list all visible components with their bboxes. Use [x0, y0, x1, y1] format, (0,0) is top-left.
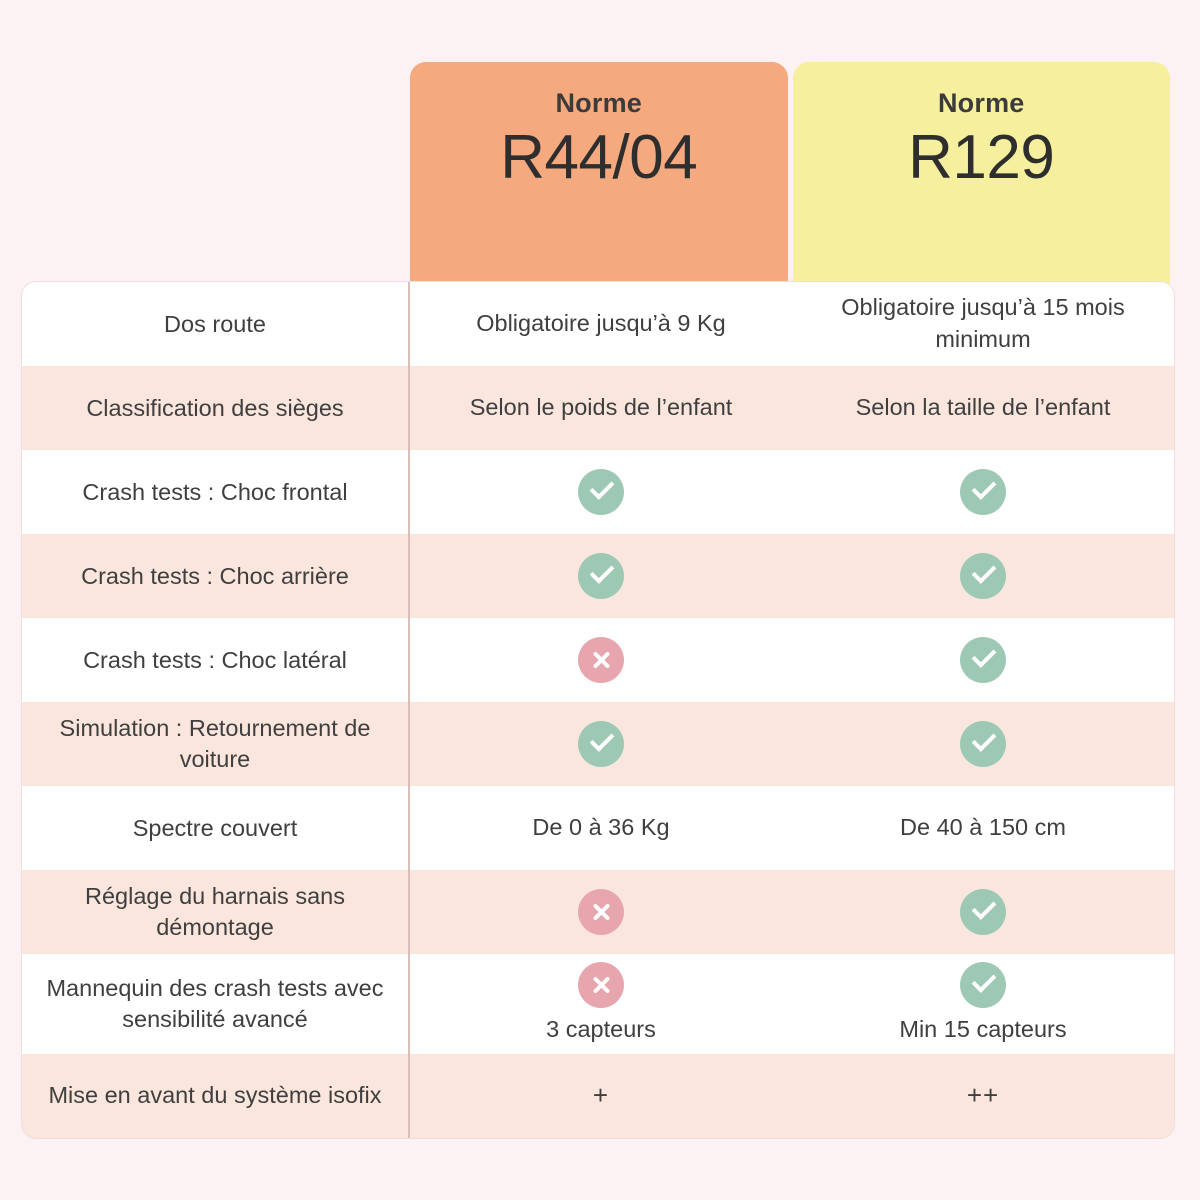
table-cell-value: ++ — [966, 1080, 1000, 1111]
table-cell-value: + — [592, 1080, 610, 1111]
table-cell-r4404 — [410, 366, 792, 450]
table-cell-r4404 — [410, 786, 792, 870]
table-row — [22, 1054, 1174, 1138]
column-header-eyebrow: Norme — [555, 88, 643, 118]
table-row — [22, 366, 1174, 450]
table-cell-r4404 — [410, 1054, 792, 1138]
check-icon — [960, 962, 1006, 1008]
table-row-label: Mannequin des crash tests avec sensibilité avancé — [22, 954, 410, 1054]
table-cell-r129 — [792, 702, 1174, 786]
table-row-label: Dos route — [22, 282, 410, 366]
table-row — [22, 954, 1174, 1054]
table-cell-value: Obligatoire jusqu’à 9 Kg — [476, 310, 726, 337]
table-cell-r4404 — [410, 870, 792, 954]
table-cell-r4404 — [410, 618, 792, 702]
check-icon — [578, 553, 624, 599]
table-row — [22, 450, 1174, 534]
table-cell-r129 — [792, 1054, 1174, 1138]
table-cell-r129 — [792, 870, 1174, 954]
table-row-label: Crash tests : Choc arrière — [22, 534, 410, 618]
table-cell-r129 — [792, 534, 1174, 618]
table-cell-value: Selon le poids de l’enfant — [469, 394, 733, 421]
table-row — [22, 702, 1174, 786]
table-cell-r129 — [792, 786, 1174, 870]
table-row-label: Simulation : Retournement de voiture — [22, 702, 410, 786]
table-cell-r4404 — [410, 954, 792, 1054]
check-icon — [578, 721, 624, 767]
table-cell-value: Selon la taille de l’enfant — [855, 394, 1111, 421]
column-header-title: R44/04 — [500, 123, 698, 192]
check-icon — [960, 889, 1006, 935]
table-row-label: Mise en avant du système isofix — [22, 1054, 410, 1138]
column-headers — [410, 62, 1170, 287]
table-cell-r129 — [792, 954, 1174, 1054]
table-cell-subtext: Min 15 capteurs — [899, 1016, 1067, 1042]
table-cell-r129 — [792, 282, 1174, 366]
table-row — [22, 786, 1174, 870]
table-row-label: Crash tests : Choc latéral — [22, 618, 410, 702]
table-cell-r129 — [792, 618, 1174, 702]
cross-icon — [578, 637, 624, 683]
table-cell-r4404 — [410, 450, 792, 534]
table-cell-r4404 — [410, 702, 792, 786]
column-header-title: R129 — [908, 123, 1055, 192]
table-cell-value: De 40 à 150 cm — [900, 814, 1066, 841]
check-icon — [578, 469, 624, 515]
table-cell-r4404 — [410, 534, 792, 618]
check-icon — [960, 553, 1006, 599]
table-cell-r129 — [792, 366, 1174, 450]
column-header-r129 — [793, 62, 1171, 287]
check-icon — [960, 721, 1006, 767]
table-row — [22, 870, 1174, 954]
table-row-label: Spectre couvert — [22, 786, 410, 870]
table-cell-r129 — [792, 450, 1174, 534]
table-row-label: Réglage du harnais sans démontage — [22, 870, 410, 954]
table-cell-value: De 0 à 36 Kg — [532, 814, 670, 841]
table-cell-r4404 — [410, 282, 792, 366]
check-icon — [960, 469, 1006, 515]
table-cell-value: Obligatoire jusqu’à 15 mois minimum — [841, 294, 1125, 352]
table-row — [22, 618, 1174, 702]
table-cell-subtext: 3 capteurs — [546, 1016, 656, 1042]
table-row-label: Crash tests : Choc frontal — [22, 450, 410, 534]
cross-icon — [578, 962, 624, 1008]
table-row-label: Classification des sièges — [22, 366, 410, 450]
comparison-table — [22, 282, 1174, 1138]
cross-icon — [578, 889, 624, 935]
table-row — [22, 534, 1174, 618]
check-icon — [960, 637, 1006, 683]
column-header-r4404 — [410, 62, 788, 287]
table-row — [22, 282, 1174, 366]
column-header-eyebrow: Norme — [937, 88, 1025, 118]
